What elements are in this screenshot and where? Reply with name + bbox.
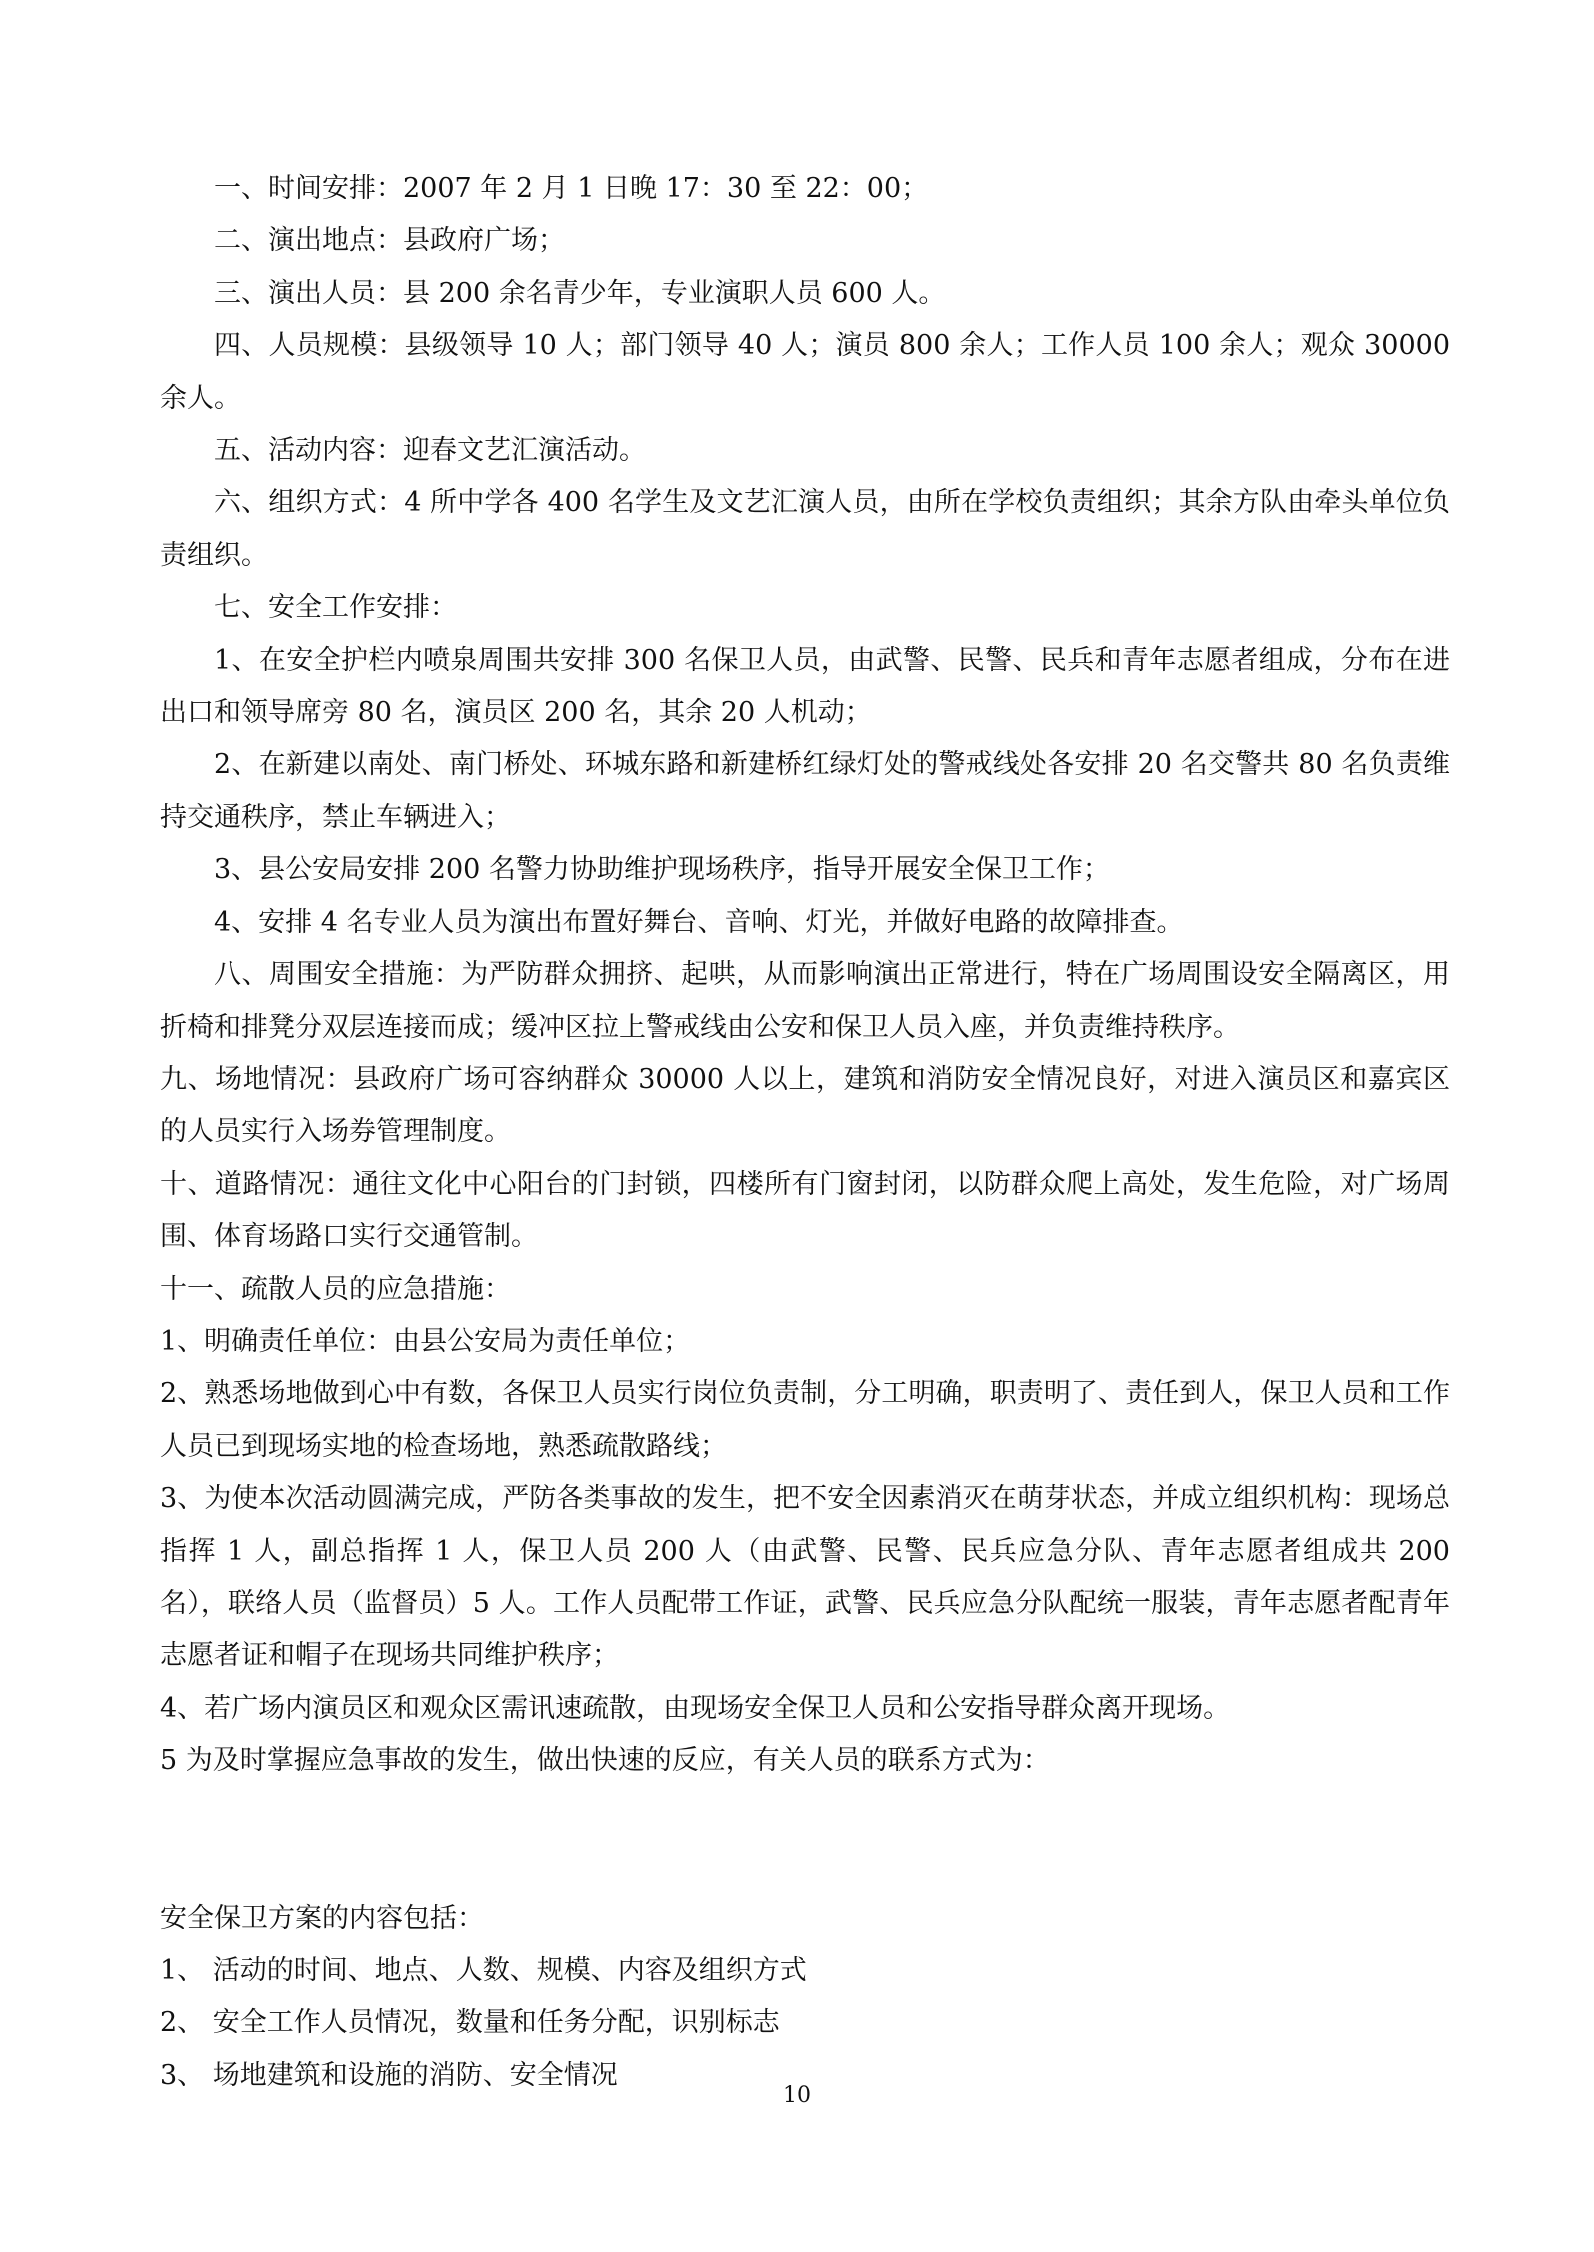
paragraph-plan-contents-1: 1、 活动的时间、地点、人数、规模、内容及组织方式 — [160, 1955, 807, 1986]
paragraph-plan-contents-heading: 安全保卫方案的内容包括： — [160, 1902, 484, 1934]
paragraph-surrounding-measures: 八、周围安全措施：为严防群众拥挤、起哄，从而影响演出正常进行，特在广场周围设安全隔离区，用折椅和排凳分双层连接而成；缓冲区拉上警戒线由公安和保卫人员入座，并负责维持秩序。 — [160, 959, 1450, 1043]
paragraph-evacuation-5: 5 为及时掌握应急事故的发生，做出快速的反应，有关人员的联系方式为： — [160, 1745, 1050, 1777]
page-number: 10 — [783, 2083, 811, 2108]
paragraph-security-2: 2、在新建以南处、南门桥处、环城东路和新建桥红绿灯处的警戒线处各安排 20 名交警共 80 名负责维持交通秩序，禁止车辆进入； — [160, 749, 1450, 833]
paragraph-location: 二、演出地点：县政府广场； — [214, 225, 565, 257]
paragraph-plan-contents-2: 2、 安全工作人员情况，数量和任务分配，识别标志 — [160, 2007, 780, 2039]
document-body — [160, 163, 1450, 2102]
paragraph-security-heading: 七、安全工作安排： — [214, 592, 457, 624]
paragraph-evacuation-2: 2、熟悉场地做到心中有数，各保卫人员实行岗位负责制，分工明确，职责明了、责任到人，保卫人员和工作人员已到现场实地的检查场地，熟悉疏散路线； — [160, 1378, 1450, 1462]
paragraph-evacuation-1: 1、明确责任单位：由县公安局为责任单位； — [160, 1325, 691, 1357]
section-gap — [160, 1788, 1450, 1893]
paragraph-security-3: 3、县公安局安排 200 名警力协助维护现场秩序，指导开展安全保卫工作； — [214, 854, 1110, 886]
paragraph-security-1: 1、在安全护栏内喷泉周围共安排 300 名保卫人员，由武警、民警、民兵和青年志愿者组成，分布在进出口和领导席旁 80 名，演员区 200 名，其余 20 人机动； — [160, 644, 1450, 729]
paragraph-organization: 六、组织方式：4 所中学各 400 名学生及文艺汇演人员，由所在学校负责组织；其余方队由牵头单位负责组织。 — [160, 487, 1450, 571]
paragraph-evacuation-4: 4、若广场内演员区和观众区需讯速疏散，由现场安全保卫人员和公安指导群众离开现场。 — [160, 1692, 1231, 1724]
paragraph-plan-contents-3: 3、 场地建筑和设施的消防、安全情况 — [160, 2059, 618, 2091]
paragraph-roads: 十、道路情况：通往文化中心阳台的门封锁，四楼所有门窗封闭，以防群众爬上高处，发生危险，对广场周围、体育场路口实行交通管制。 — [160, 1168, 1450, 1253]
paragraph-time: 一、时间安排：2007 年 2 月 1 日晚 17：30 至 22：00； — [214, 173, 929, 204]
paragraph-venue: 九、场地情况：县政府广场可容纳群众 30000 人以上，建筑和消防安全情况良好，对进入演员区和嘉宾区的人员实行入场券管理制度。 — [160, 1063, 1450, 1148]
paragraph-security-4: 4、安排 4 名专业人员为演出布置好舞台、音响、灯光，并做好电路的故障排查。 — [214, 906, 1184, 938]
paragraph-evacuation-heading: 十一、疏散人员的应急措施： — [160, 1273, 511, 1305]
paragraph-performers: 三、演出人员：县 200 余名青少年，专业演职人员 600 人。 — [214, 277, 946, 309]
paragraph-content: 五、活动内容：迎春文艺汇演活动。 — [214, 435, 646, 467]
paragraph-evacuation-3: 3、为使本次活动圆满完成，严防各类事故的发生，把不安全因素消灭在萌芽状态，并成立组织机构：现场总指挥 1 人，副总指挥 1 人，保卫人员 200 人（由武警、民警、民兵应急分队、青年志愿者组成共 200 名），联络人员（监督员）5 人。工作人员配带工作证，武警、民兵应急分队配统一服装，青年志愿者配青年志愿者证和帽子在现场共同维护秩序； — [160, 1483, 1450, 1672]
paragraph-scale: 四、人员规模：县级领导 10 人；部门领导 40 人；演员 800 余人；工作人员 100 余人；观众 30000 余人。 — [160, 330, 1450, 414]
